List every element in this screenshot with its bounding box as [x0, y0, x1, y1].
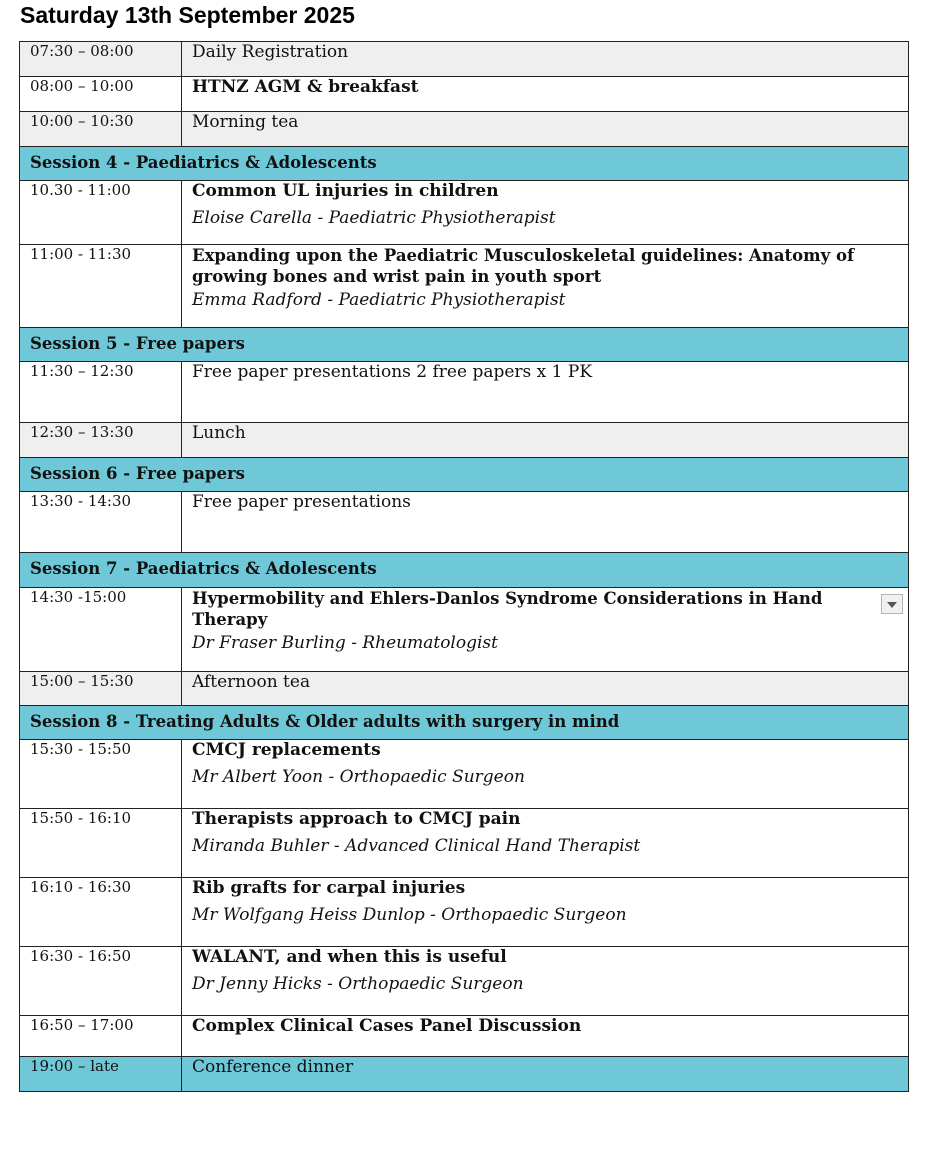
- session-title: Session 8 - Treating Adults & Older adults with surgery in mind: [20, 706, 909, 740]
- session-title: Session 4 - Paediatrics & Adolescents: [20, 147, 909, 181]
- session-title: Session 6 - Free papers: [20, 458, 909, 492]
- description: Daily Registration: [192, 42, 349, 62]
- description: Free paper presentations 2 free papers x 1 PK: [192, 362, 593, 382]
- description-cell: [182, 947, 909, 1016]
- talk-title: Common UL injuries in children: [192, 181, 499, 201]
- description-cell: [182, 492, 909, 553]
- description: Afternoon tea: [192, 672, 311, 692]
- description-cell: [182, 1016, 909, 1057]
- time-cell: 16:30 - 16:50: [20, 947, 182, 1016]
- description-cell: [182, 672, 909, 706]
- time-cell: 19:00 – late: [20, 1057, 182, 1092]
- table-row: [20, 809, 909, 878]
- talk-title: Expanding upon the Paediatric Musculoskeletal guidelines: Anatomy of growing bones and wrist pain in youth sport: [192, 246, 855, 286]
- description-cell: [182, 362, 909, 423]
- description-cell: [182, 423, 909, 458]
- table-row: [20, 77, 909, 112]
- time-cell: 16:50 – 17:00: [20, 1016, 182, 1057]
- session-title: Session 7 - Paediatrics & Adolescents: [20, 553, 909, 588]
- time-cell: 08:00 – 10:00: [20, 77, 182, 112]
- time-cell: 10.30 - 11:00: [20, 181, 182, 245]
- description-cell: [182, 740, 909, 809]
- time-cell: 16:10 - 16:30: [20, 878, 182, 947]
- table-row: [20, 181, 909, 245]
- table-row: [20, 1057, 909, 1092]
- description: Lunch: [192, 423, 246, 443]
- time-cell: 07:30 – 08:00: [20, 42, 182, 77]
- talk-title: CMCJ replacements: [192, 740, 381, 760]
- table-row: [20, 878, 909, 947]
- dropdown-arrow-button[interactable]: [881, 594, 903, 614]
- speaker: Dr Jenny Hicks - Orthopaedic Surgeon: [192, 974, 524, 994]
- time-cell: 14:30 -15:00: [20, 588, 182, 672]
- table-row: [20, 740, 909, 809]
- description: Morning tea: [192, 112, 299, 132]
- page-title: Saturday 13th September 2025: [20, 2, 355, 28]
- description-cell: [182, 245, 909, 328]
- talk-title: Therapists approach to CMCJ pain: [192, 809, 521, 829]
- description-cell: [182, 181, 909, 245]
- talk-title: Rib grafts for carpal injuries: [192, 878, 466, 898]
- session-header: [20, 147, 909, 181]
- table-row: [20, 672, 909, 706]
- description-cell: [182, 809, 909, 878]
- speaker: Dr Fraser Burling - Rheumatologist: [192, 633, 498, 653]
- description: Free paper presentations: [192, 492, 411, 512]
- time-cell: 10:00 – 10:30: [20, 112, 182, 147]
- table-row: [20, 492, 909, 553]
- table-row: [20, 588, 909, 672]
- session-title: Session 5 - Free papers: [20, 328, 909, 362]
- description-cell: [182, 878, 909, 947]
- description: HTNZ AGM & breakfast: [192, 77, 419, 97]
- table-row: [20, 362, 909, 423]
- session-header: [20, 706, 909, 740]
- time-cell: 11:30 – 12:30: [20, 362, 182, 423]
- speaker: Eloise Carella - Paediatric Physiotherapist: [192, 208, 556, 228]
- speaker: Mr Albert Yoon - Orthopaedic Surgeon: [192, 767, 525, 787]
- session-header: [20, 458, 909, 492]
- description: Conference dinner: [192, 1057, 354, 1077]
- time-cell: 15:30 - 15:50: [20, 740, 182, 809]
- table-row: [20, 1016, 909, 1057]
- talk-title: Complex Clinical Cases Panel Discussion: [192, 1016, 582, 1036]
- session-header: [20, 328, 909, 362]
- description-cell: [182, 1057, 909, 1092]
- speaker: Miranda Buhler - Advanced Clinical Hand Therapist: [192, 836, 641, 856]
- table-row: [20, 112, 909, 147]
- table-row: [20, 245, 909, 328]
- session-header: [20, 553, 909, 588]
- time-cell: 15:00 – 15:30: [20, 672, 182, 706]
- talk-title: Hypermobility and Ehlers-Danlos Syndrome Considerations in Hand Therapy: [192, 589, 823, 629]
- time-cell: 15:50 - 16:10: [20, 809, 182, 878]
- table-row: [20, 423, 909, 458]
- time-cell: 12:30 – 13:30: [20, 423, 182, 458]
- description-cell: [182, 42, 909, 77]
- table-row: [20, 42, 909, 77]
- description-cell: [182, 588, 909, 672]
- time-cell: 13:30 - 14:30: [20, 492, 182, 553]
- time-cell: 11:00 - 11:30: [20, 245, 182, 328]
- description-cell: [182, 112, 909, 147]
- speaker: Emma Radford - Paediatric Physiotherapist: [192, 290, 566, 310]
- talk-title: WALANT, and when this is useful: [192, 947, 507, 967]
- table-row: [20, 947, 909, 1016]
- description-cell: [182, 77, 909, 112]
- schedule-table: [19, 41, 909, 1092]
- speaker: Mr Wolfgang Heiss Dunlop - Orthopaedic Surgeon: [192, 905, 627, 925]
